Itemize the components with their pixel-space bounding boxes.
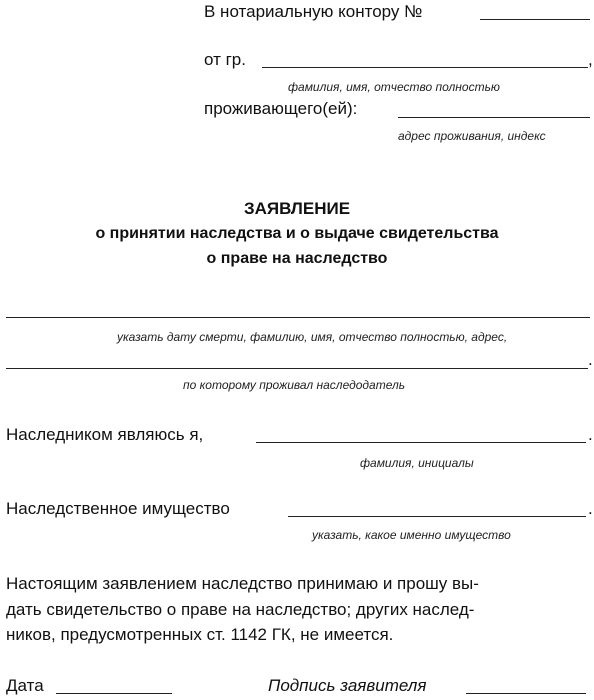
heir-period: .	[588, 425, 593, 444]
full-name-hint: фамилия, имя, отчество полностью	[288, 80, 500, 94]
notary-office-label: В нотариальную контору №	[204, 2, 423, 21]
signature-label: Подпись заявителя	[268, 676, 427, 695]
heir-name-hint: фамилия, инициалы	[360, 456, 474, 470]
document-subtitle-line1: о принятии наследства и о выдаче свидетельства	[95, 225, 499, 242]
death-address-period: .	[588, 350, 593, 369]
full-name-comma: ,	[588, 50, 593, 69]
date-field[interactable]	[56, 693, 172, 694]
statement-line-1: Настоящим заявлением наследство принимаю и прошу вы-	[6, 574, 479, 593]
address-field[interactable]	[398, 117, 590, 118]
property-label: Наследственное имущество	[6, 499, 230, 518]
residing-label: проживающего(ей):	[204, 99, 358, 118]
death-details-hint: указать дату смерти, фамилию, имя, отчество полностью, адрес,	[117, 330, 508, 344]
property-period: .	[588, 499, 593, 518]
date-label: Дата	[6, 676, 44, 695]
notary-number-field[interactable]	[480, 19, 590, 20]
document-subtitle-line2: о праве на наследство	[206, 250, 388, 267]
full-name-field[interactable]	[262, 67, 588, 68]
deceased-address-hint: по которому проживал наследодатель	[183, 378, 406, 392]
death-address-field[interactable]	[6, 368, 588, 369]
property-field[interactable]	[288, 516, 586, 517]
signature-field[interactable]	[466, 693, 586, 694]
heir-name-field[interactable]	[256, 442, 586, 443]
document-title: ЗАЯВЛЕНИЕ	[243, 199, 351, 218]
statement-line-2: дать свидетельство о праве на наследство; других наслед-	[6, 600, 475, 619]
from-citizen-label: от гр.	[204, 50, 246, 69]
heir-label: Наследником являюсь я,	[6, 425, 204, 444]
property-hint: указать, какое именно имущество	[312, 528, 511, 542]
statement-line-3: ников, предусмотренных ст. 1142 ГК, не имеется.	[6, 625, 394, 644]
address-hint: адрес проживания, индекс	[398, 129, 546, 143]
death-details-field[interactable]	[6, 317, 590, 318]
